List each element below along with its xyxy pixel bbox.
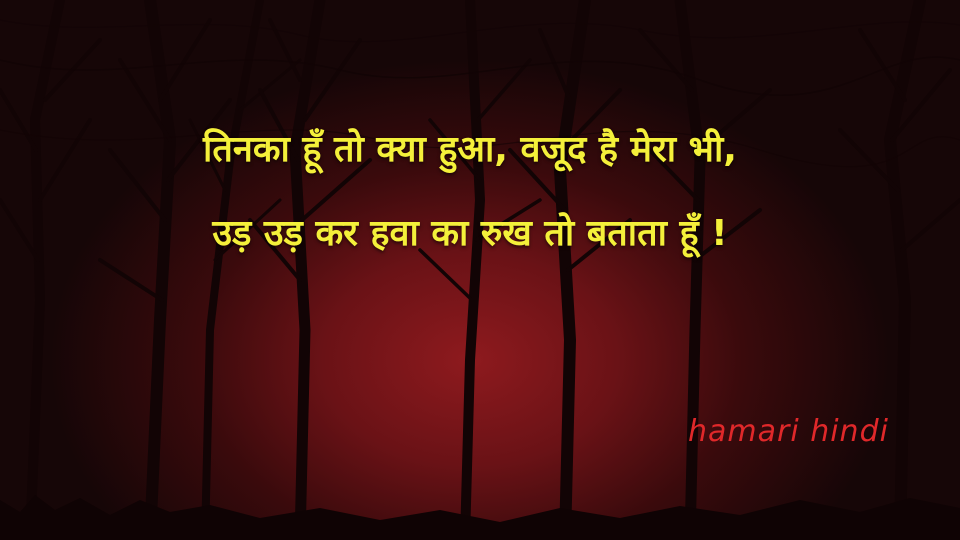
quote-line-1: तिनका हूँ तो क्या हुआ, वजूद है मेरा भी, — [203, 129, 737, 170]
quote-line-2: उड़ उड़ कर हवा का रुख तो बताता हूँ ! — [212, 213, 728, 254]
quote-text — [0, 108, 940, 276]
watermark-logo: hamari hindi — [688, 414, 889, 449]
